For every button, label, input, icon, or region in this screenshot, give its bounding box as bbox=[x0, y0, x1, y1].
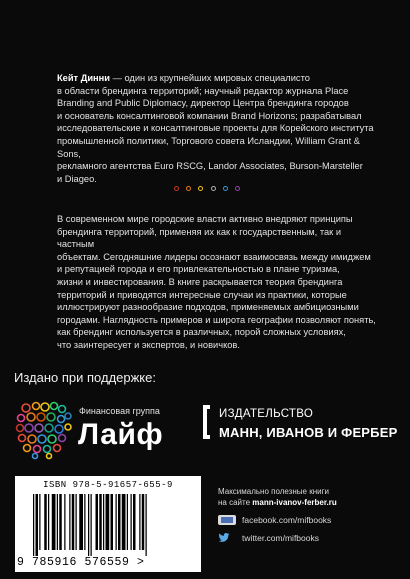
bio-line: и Diageo. bbox=[57, 173, 97, 184]
desc-line: городами. Наглядность примеров и широта географии позволяют понять, bbox=[57, 314, 376, 325]
bio-line: в области брендинга территорий; научный редактор журнала Place bbox=[57, 85, 349, 96]
author-bio: Кейт Динни — один из крупнейших мировых специалисто в области брендинга территорий; научный редактор журнала Place Branding and Public Diplomacy, директор Центра брендинга городов и основатель консалтинговой компании Brand Horizons; разрабатывал исследовательские и консалтинговые проекты для Корейского института промышленной политики, Торгового совета Исландии, William Grant & Sons, рекламного агентства Euro RSCG, Landor Associates, Burson-Marsteller и Diageo. bbox=[57, 73, 374, 184]
barcode-bar bbox=[88, 494, 89, 556]
bio-line: Branding and Public Diplomacy, директор Центра брендинга городов bbox=[57, 98, 349, 109]
desc-line: жизни и инвестирования. В книге раскрывается теория брендинга bbox=[57, 276, 343, 287]
barcode-bar bbox=[33, 494, 34, 556]
twitter-link[interactable]: twitter.com/mifbooks bbox=[242, 533, 319, 543]
lif-circles-logo-icon bbox=[15, 400, 73, 460]
barcode-bars bbox=[33, 494, 185, 556]
barcode-bar bbox=[146, 494, 147, 556]
barcode-bar bbox=[44, 494, 47, 550]
publisher-label: ИЗДАТЕЛЬСТВО bbox=[219, 408, 314, 420]
barcode-bar bbox=[79, 494, 83, 550]
sponsor-group-label: Финансовая группа bbox=[79, 406, 160, 416]
publisher-name: МАНН, ИВАНОВ И ФЕРБЕР bbox=[219, 425, 398, 440]
barcode-bar bbox=[122, 494, 126, 550]
isbn-text: ISBN 978-5-91657-655-9 bbox=[43, 480, 173, 490]
desc-line: брендинга территорий, применяя их как к государственным, так и частным bbox=[57, 226, 342, 250]
support-label: Издано при поддержке: bbox=[14, 370, 156, 385]
barcode-bar bbox=[84, 494, 85, 550]
sponsor-name: Лайф bbox=[78, 418, 164, 451]
barcode-bar bbox=[133, 494, 136, 550]
barcode-bar bbox=[91, 494, 92, 556]
facebook-like-icon bbox=[218, 515, 236, 525]
barcode-bar bbox=[116, 494, 117, 550]
desc-line: иллюстрируют разнообразие подходов, применяемых амбициозными bbox=[57, 302, 359, 313]
bio-line: и основатель консалтинговой компании Brand Horizons; разрабатывал bbox=[57, 110, 362, 121]
barcode-bar bbox=[103, 494, 104, 550]
bio-line: рекламного агентства Euro RSCG, Landor Associates, Burson-Marsteller bbox=[57, 161, 363, 172]
book-description bbox=[57, 213, 377, 352]
facebook-link[interactable]: facebook.com/mifbooks bbox=[242, 515, 332, 525]
barcode-bar bbox=[72, 494, 75, 550]
twitter-bird-icon bbox=[218, 533, 236, 543]
sponsor-logo-block bbox=[15, 400, 195, 460]
barcode-bar bbox=[127, 494, 128, 550]
desc-line: объектам. Сегодняшние лидеры осознают взаимосвязь между имиджем bbox=[57, 251, 371, 262]
barcode-bar bbox=[52, 494, 56, 550]
isbn-barcode bbox=[15, 476, 201, 572]
barcode-bar bbox=[76, 494, 77, 550]
bio-line: исследовательские и консалтинговые проекты для Корейского института bbox=[57, 123, 374, 134]
barcode-bar bbox=[57, 494, 58, 550]
bio-line: один из крупнейших мировых специалисто bbox=[124, 73, 310, 83]
barcode-bar bbox=[39, 494, 40, 550]
barcode-bar bbox=[99, 494, 102, 550]
dot-gray bbox=[211, 186, 216, 191]
barcode-bar bbox=[64, 494, 65, 550]
barcode-bar bbox=[111, 494, 114, 550]
author-name: Кейт Динни bbox=[57, 73, 110, 83]
barcode-bar bbox=[36, 494, 39, 556]
bio-line: промышленной политики, Торгового совета Исландии, William Grant & Sons, bbox=[57, 135, 360, 159]
desc-line: что заинтересует и экспертов, и новичков. bbox=[57, 339, 240, 350]
barcode-bar bbox=[96, 494, 99, 550]
bracket-icon bbox=[203, 405, 210, 439]
barcode-bar bbox=[48, 494, 49, 550]
barcode-bar bbox=[118, 494, 121, 550]
dot-blue bbox=[223, 186, 228, 191]
barcode-bar bbox=[59, 494, 62, 550]
site-link[interactable]: mann-ivanov-ferber.ru bbox=[252, 498, 337, 507]
dot-yellow bbox=[198, 186, 203, 191]
publisher-logo bbox=[203, 405, 403, 457]
barcode-digits: 9 785916 576559 > bbox=[17, 556, 145, 569]
desc-line: территорий и приводятся интересные случаи из практики, которые bbox=[57, 289, 347, 300]
barcode-bar bbox=[106, 494, 110, 550]
desc-line: В современном мире городские власти активно внедряют принципы bbox=[57, 214, 353, 224]
promo-text: Максимально полезные книги на сайте mann-ivanov-ferber.ru bbox=[218, 486, 408, 508]
dot-red bbox=[174, 186, 179, 191]
barcode-bar bbox=[139, 494, 140, 550]
desc-line: и репутацией города и его привлекательностью в плане туризма, bbox=[57, 264, 340, 275]
facebook-row[interactable] bbox=[218, 514, 331, 526]
twitter-row[interactable] bbox=[218, 532, 319, 544]
barcode-bar bbox=[69, 494, 70, 550]
dot-purple bbox=[235, 186, 240, 191]
decorative-dots bbox=[174, 184, 240, 192]
desc-line: как брендинг используется в различных, порой сложных условиях, bbox=[57, 327, 346, 338]
promo-line: Максимально полезные книги bbox=[218, 487, 329, 496]
barcode-bar bbox=[131, 494, 132, 550]
dot-orange bbox=[186, 186, 191, 191]
barcode-bar bbox=[142, 494, 145, 550]
